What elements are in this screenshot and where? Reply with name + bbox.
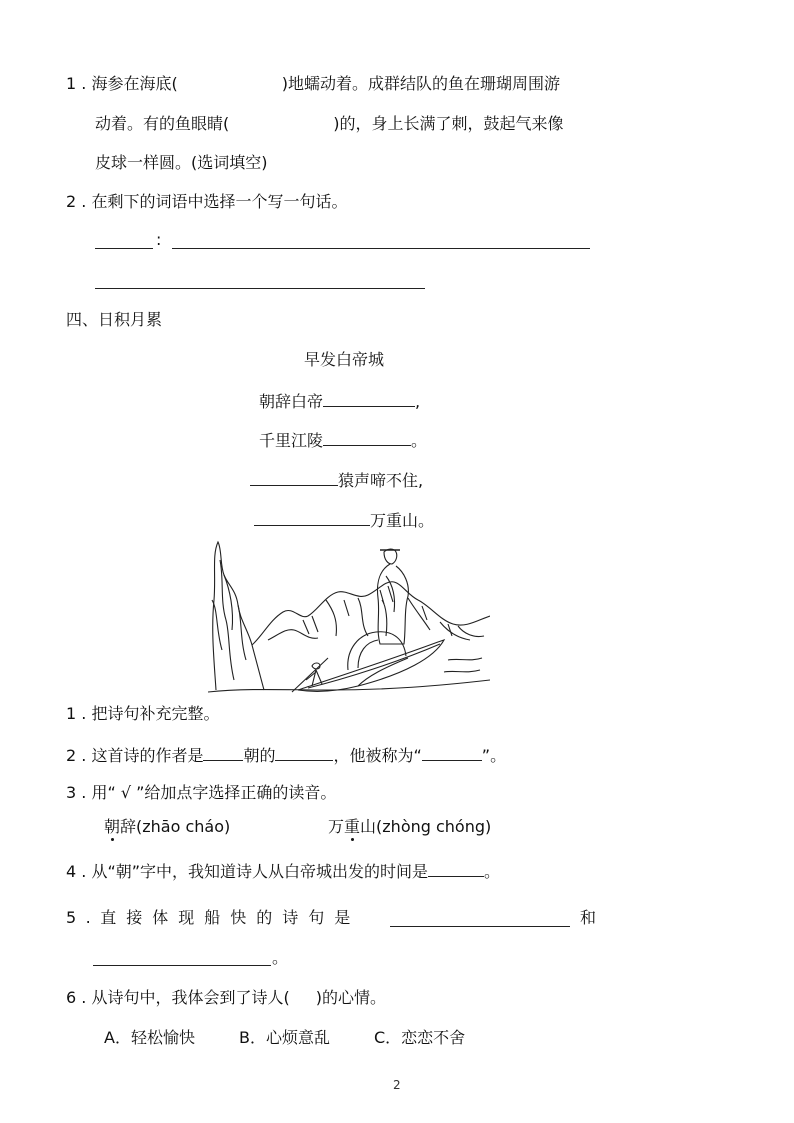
poem-line-2: 千里江陵 。 xyxy=(259,431,428,450)
blank-title[interactable] xyxy=(422,744,482,761)
choice-a[interactable]: A．轻松愉快 xyxy=(104,1028,195,1047)
question-text: 在剩下的词语中选择一个写一句话。 xyxy=(91,192,348,211)
q1-line3: 皮球一样圆。(选词填空) xyxy=(95,153,268,172)
p4-q3-option-2[interactable]: 万重山(zhòng chóng) xyxy=(328,817,492,836)
question-number: 1 xyxy=(66,74,77,93)
poem-blank[interactable] xyxy=(254,509,370,526)
q1-line2 xyxy=(95,114,564,134)
q5-end: 。 xyxy=(272,948,289,967)
choice-b[interactable]: B．心烦意乱 xyxy=(239,1028,330,1047)
poem-blank[interactable] xyxy=(250,469,338,486)
answer-line-verse-2[interactable] xyxy=(93,965,271,966)
p4-q3: 3 . 用“ √ ”给加点字选择正确的读音。 xyxy=(66,783,337,802)
poem-blank[interactable] xyxy=(323,390,415,407)
question-number: 2 xyxy=(66,746,77,765)
poem-illustration xyxy=(208,540,490,694)
poem-line-1: 朝辞白帝 , xyxy=(259,392,421,411)
question-number: 5 xyxy=(66,908,77,927)
question-text: 直接体现船快的诗句是 xyxy=(100,908,361,927)
answer-line-sentence-2[interactable] xyxy=(95,288,425,289)
p4-q1: 1 . 把诗句补充完整。 xyxy=(66,704,220,723)
poem-blank[interactable] xyxy=(323,429,411,446)
question-text: )地蠕动着。成群结队的鱼在珊瑚周围游 xyxy=(281,74,560,93)
p4-q2: 2 . 这首诗的作者是 朝的 ，他被称为“ ”。 xyxy=(66,746,507,765)
poem-line-4: 万重山。 xyxy=(254,509,434,531)
choice-c[interactable]: C．恋恋不舍 xyxy=(374,1028,466,1047)
question-number: 6 xyxy=(66,988,77,1007)
answer-line-verse-1[interactable] xyxy=(390,926,570,927)
blank-time[interactable] xyxy=(428,860,484,877)
question-text: )的，身上长满了刺，鼓起气来像 xyxy=(333,114,564,133)
and-label: 和 xyxy=(580,908,597,927)
question-number: 1 xyxy=(66,704,77,723)
q1-line1: 1 . 海参在海底( )地蠕动着。成群结队的鱼在珊瑚周围游 xyxy=(66,74,560,93)
colon: : xyxy=(156,230,162,249)
answer-line-sentence[interactable] xyxy=(172,248,590,249)
section-heading: 四、日积月累 xyxy=(66,310,163,329)
p4-q6: 6 . 从诗句中，我体会到了诗人( )的心情。 xyxy=(66,988,386,1007)
p4-q4: 4 . 从“朝”字中，我知道诗人从白帝城出发的时间是 。 xyxy=(66,862,501,881)
question-number: 4 xyxy=(66,862,77,881)
dotted-char: 朝 xyxy=(104,817,121,836)
page-number: 2 xyxy=(393,1078,401,1092)
question-number: 3 xyxy=(66,783,77,802)
poem-title: 早发白帝城 xyxy=(304,350,385,369)
blank-author[interactable] xyxy=(275,744,333,761)
poem-line-3: 猿声啼不住, xyxy=(250,469,423,491)
question-text: 把诗句补充完整。 xyxy=(91,704,220,723)
question-text: 动着。有的鱼眼睛( xyxy=(95,114,230,133)
q2-line: 2 . 在剩下的词语中选择一个写一句话。 xyxy=(66,192,348,211)
question-text: 海参在海底( xyxy=(91,74,178,93)
p4-q5: 5 . 直接体现船快的诗句是 xyxy=(66,908,361,927)
blank-dynasty[interactable] xyxy=(203,744,243,761)
question-number: 2 xyxy=(66,192,77,211)
answer-line-word[interactable] xyxy=(95,248,153,249)
question-text: 用“ √ ”给加点字选择正确的读音。 xyxy=(91,783,337,802)
dotted-char: 重 xyxy=(344,817,361,836)
p4-q3-option-1[interactable]: 朝辞(zhāo cháo) xyxy=(104,817,231,836)
